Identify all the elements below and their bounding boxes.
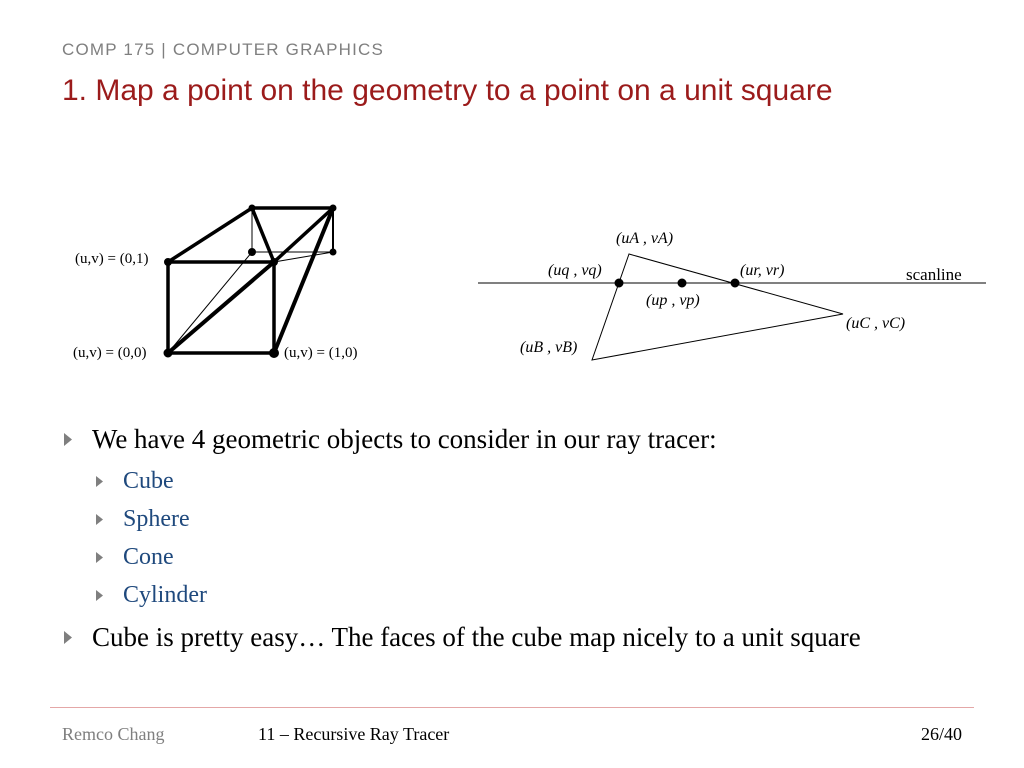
bullet-item: [62, 618, 962, 656]
bullet-list: [62, 420, 962, 660]
point-r-label: (ur, vr): [740, 262, 785, 279]
bullet-arrow-icon: [64, 420, 74, 458]
sub-bullet-text: Cube: [123, 468, 174, 494]
sub-bullet-item: [62, 538, 962, 576]
cube-diagram: [164, 205, 336, 358]
sub-bullet-item: [62, 462, 962, 500]
scanline-label: scanline: [906, 265, 962, 284]
sub-bullet-item: [62, 576, 962, 614]
bullet-arrow-icon: [96, 500, 106, 538]
course-header: COMP 175 | COMPUTER GRAPHICS: [62, 40, 385, 59]
sub-bullet-text: Sphere: [123, 506, 190, 532]
footer-author: Remco Chang: [62, 724, 165, 744]
cube-label-bottom-right: (u,v) = (1,0): [284, 345, 358, 361]
bullet-arrow-icon: [96, 538, 106, 576]
slide-title: 1. Map a point on the geometry to a point on a unit square: [62, 74, 833, 107]
bullet-arrow-icon: [96, 576, 106, 614]
point-p-label: (up , vp): [646, 292, 700, 309]
sub-bullet-text: Cone: [123, 544, 174, 570]
point-q-label: (uq , vq): [548, 262, 602, 279]
bullet-arrow-icon: [64, 618, 74, 656]
bullet-text: We have 4 geometric objects to consider in our ray tracer:: [92, 424, 717, 454]
bullet-item: [62, 420, 962, 458]
vertex-b-label: (uB , vB): [520, 339, 578, 356]
vertex-a-label: (uA , vA): [616, 230, 674, 247]
footer-lecture: 11 – Recursive Ray Tracer: [258, 724, 450, 744]
vertex-c-label: (uC , vC): [846, 315, 906, 332]
page-number: 26/40: [920, 724, 962, 744]
bullet-arrow-icon: [96, 462, 106, 500]
sub-bullet-item: [62, 500, 962, 538]
bullet-text: Cube is pretty easy… The faces of the cube map nicely to a unit square: [92, 622, 861, 652]
sub-bullet-text: Cylinder: [123, 582, 207, 608]
footer-divider: [50, 707, 974, 708]
cube-label-top: (u,v) = (0,1): [75, 251, 149, 267]
cube-label-bottom-left: (u,v) = (0,0): [73, 345, 147, 361]
